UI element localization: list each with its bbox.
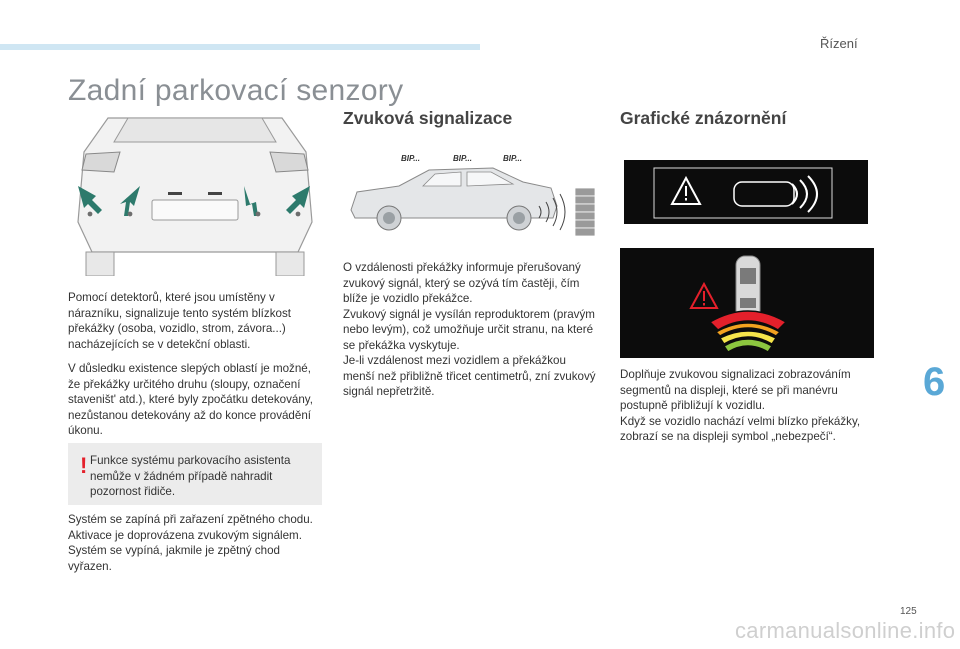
continuous-paragraph: Je-li vzdálenost mezi vozidlem a překážkou menší než přibližně třicet centimetrů, zní zvukový signál nepřetržitě. (343, 354, 596, 398)
car-beep-illustration (343, 148, 597, 242)
beep-label-1: BIP... (401, 154, 420, 163)
page-title: Zadní parkovací senzory (68, 74, 404, 107)
blind-zone-paragraph: V důsledku existence slepých oblastí je možné, že překážky určitého druhu (sloupy, označení staveništ' atd.), které byly zpočátku detekovány, nezůstanou detekovány až do konce provádění úkonu. (68, 362, 313, 437)
section-label: Řízení (820, 36, 858, 51)
brick-wall (575, 188, 595, 236)
rear-bumper-illustration (68, 112, 322, 276)
page-number: 125 (900, 606, 917, 617)
distance-paragraph: O vzdálenosti překážky informuje přerušovaný zvukový signál, který se ozývá tím častěji, čím blíže je vozidlo překážce. (343, 261, 581, 305)
intro-paragraph: Pomocí detektorů, které jsou umístěny v nárazníku, signalizuje tento systém blízkost překážky (osoba, vozidlo, strom, závora...) nacházejících se v detekční oblasti. (68, 291, 291, 351)
danger-paragraph: Když se vozidlo nachází velmi blízko překážky, zobrazí se na displeji symbol „nebezpečí“. (620, 414, 861, 443)
middle-column-text (343, 260, 599, 400)
speaker-paragraph: Zvukový signál je vysílán reproduktorem (pravým nebo levým), což umožňuje určit stranu, na které se překážka vyskytuje. (343, 307, 595, 352)
chapter-number: 6 (923, 360, 946, 404)
right-column-text (620, 367, 876, 445)
beep-label-2: BIP... (453, 154, 472, 163)
beep-label-3: BIP... (503, 154, 522, 163)
display-top-view-illustration (620, 248, 874, 358)
warning-text: Funkce systému parkovacího asistenta nemůže v žádném případě nahradit pozornost řidiče. (90, 454, 291, 498)
segments-paragraph: Doplňuje zvukovou signalizaci zobrazováním segmentů na displeji, které se při manévru postupně přibližují k vozidlu. (620, 368, 851, 412)
left-column-text (68, 290, 322, 448)
display-horizontal-illustration (624, 160, 868, 224)
warning-icon: ! (80, 453, 88, 478)
activation-paragraph: Systém se zapíná při zařazení zpětného chodu. Aktivace je doprovázena zvukovým signálem. Systém se vypíná, jakmile je zpětný chod vyřazen. (68, 513, 313, 573)
header-bar (0, 44, 480, 50)
warning-box (68, 443, 322, 505)
watermark: carmanualsonline.info (735, 618, 956, 643)
graphic-heading: Grafické znázornění (620, 108, 787, 128)
acoustic-heading: Zvuková signalizace (343, 108, 513, 128)
